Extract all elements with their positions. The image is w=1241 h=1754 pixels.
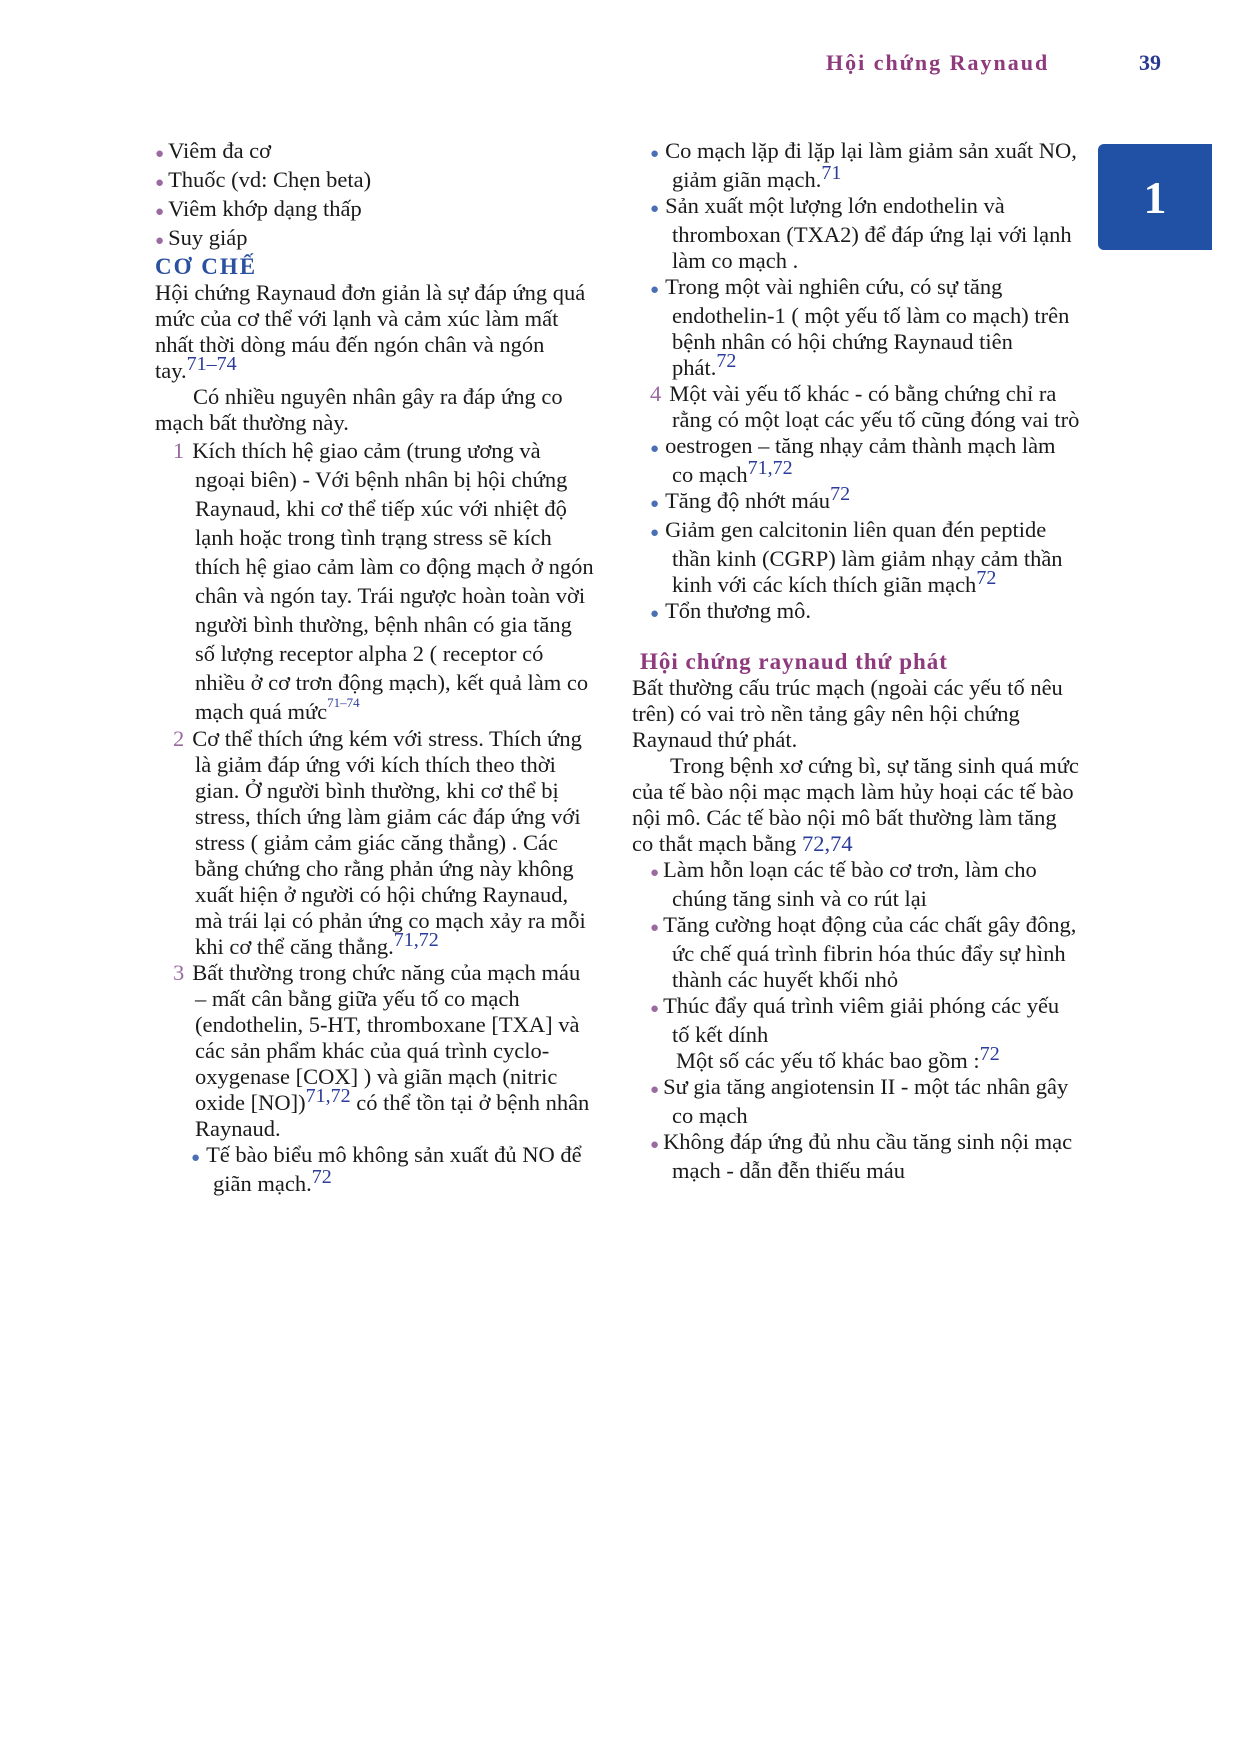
list-item: ● Viêm khớp dạng thấp — [155, 196, 362, 221]
paragraph: Trong bệnh xơ cứng bì, sự tăng sinh quá mức của tế bào nội mạc mạch làm hủy hoại các tế bào nội mô. Các tế bào nội mô bất thường làm tăng co thắt mạch bằng 72,74 — [632, 753, 1079, 856]
right-column — [632, 138, 1082, 1184]
sub-item: ● Giảm gen calcitonin liên quan đén peptide thần kinh (CGRP) làm giảm nhạy cảm thần kinh với các kích thích giãn mạch$^{72}$ — [650, 517, 1063, 597]
numbered-item: 3 Bất thường trong chức năng của mạch máu – mất cân bằng giữa yếu tố co mạch (endothelin, 5-HT, thromboxane [TXA] và các sản phẩm khác của quá trình cyclo-oxygenase [COX] ) và giãn mạch (nitric oxide [NO])$^{71,72}$ có thể tồn tại ở bệnh nhân Raynaud. — [173, 960, 590, 1141]
sub-item: ● Sư gia tăng angiotensin II - một tác nhân gây co mạch — [650, 1074, 1069, 1128]
bullet-icon: ● — [650, 865, 660, 881]
list-item: ● Viêm đa cơ — [155, 138, 272, 163]
citation: 71,72 — [747, 457, 793, 479]
chapter-number: 1 — [1143, 171, 1167, 223]
citation: 71–74 — [186, 353, 237, 375]
bullet-icon: ● — [650, 920, 660, 936]
sub-item: ● Tăng độ nhớt máu$^{72}$ — [650, 483, 851, 513]
numbered-item: 2 Cơ thể thích ứng kém với stress. Thích ứng là giảm đáp ứng với kích thích theo thời gian. Ở người bình thường, khi cơ thể bị stress, thích ứng làm giảm các đáp ứng với stress ( giảm cảm giác căng thẳng) . Các bằng chứng cho rằng phản ứng này không xuất hiện ở người có hội chứng Raynaud, mà trái lại có phản ứng co mạch xảy ra mỗi khi cơ thể căng thẳng.$^{71,72}$ — [173, 726, 586, 959]
bullet-icon: ● — [650, 282, 660, 298]
bullet-icon: ● — [650, 201, 660, 217]
citation: 71,72 — [305, 1085, 351, 1107]
bullet-icon: ● — [155, 204, 165, 220]
paragraph: Bất thường cấu trúc mạch (ngoài các yếu tố nêu trên) có vai trò nền tảng gây nên hội chứng Raynaud thứ phát. — [632, 675, 1063, 752]
running-header-title: Hội chứng Raynaud — [826, 50, 1050, 75]
sub-item: ● Co mạch lặp đi lặp lại làm giảm sản xuất NO, giảm giãn mạch.$^{71}$ — [650, 138, 1077, 192]
paragraph: Hội chứng Raynaud đơn giản là sự đáp ứng quá mức của cơ thể với lạnh và cảm xúc làm mất nhất thời dòng máu đến ngón chân và ngón tay.$^{71-74}$ — [155, 280, 586, 383]
sub-item: ● Tổn thương mô. — [650, 598, 812, 623]
sub-item: ● oestrogen – tăng nhạy cảm thành mạch làm co mạch$^{71,72}$ — [650, 433, 1056, 487]
bullet-icon: ● — [650, 1082, 660, 1098]
bullet-icon: ● — [650, 146, 660, 162]
bullet-icon: ● — [191, 1150, 201, 1166]
citation: 72 — [311, 1166, 332, 1188]
page-number: 39 — [1139, 50, 1161, 75]
left-column — [155, 138, 595, 1197]
paragraph: Một số các yếu tố khác bao gồm :$^{72}$ — [676, 1043, 1000, 1073]
citation: 72 — [979, 1043, 1000, 1065]
sub-item: ● Trong một vài nghiên cứu, có sự tăng endothelin-1 ( một yếu tố làm co mạch) trên bệnh nhân có hội chứng Raynaud tiên phát.$^{72}$ — [650, 274, 1070, 380]
list-item: ● Thuốc (vd: Chẹn beta) — [155, 167, 372, 192]
citation: 72,74 — [801, 831, 853, 856]
paragraph: Có nhiều nguyên nhân gây ra đáp ứng co mạch bất thường này. — [155, 384, 563, 435]
bullet-icon: ● — [650, 525, 660, 541]
list-item: ● Suy giáp — [155, 225, 248, 250]
sub-item: ● Không đáp ứng đủ nhu cầu tăng sinh nội mạc mạch - dẫn đễn thiếu máu — [650, 1129, 1073, 1183]
bullet-icon: ● — [650, 496, 660, 512]
sub-item: ● Tăng cường hoạt động của các chất gây đông, ức chế quá trình fibrin hóa thúc đẩy sự hình thành các huyết khối nhỏ — [650, 912, 1077, 992]
bullet-icon: ● — [650, 1001, 660, 1017]
citation: 72 — [716, 350, 737, 372]
sub-item: ● Tế bào biểu mô không sản xuất đủ NO để giãn mạch.$^{72}$ — [191, 1142, 582, 1196]
sub-item: ● Sản xuất một lượng lớn endothelin và thromboxan (TXA2) để đáp ứng lại với lạnh làm co mạch . — [650, 193, 1072, 273]
section-heading: Hội chứng raynaud thứ phát — [640, 649, 948, 674]
citation: 72 — [976, 567, 997, 589]
bullet-icon: ● — [650, 606, 660, 622]
numbered-item: 1 Kích thích hệ giao cảm (trung ương và ngoại biên) - Với bệnh nhân bị hội chứng Raynaud, khi cơ thể tiếp xúc với nhiệt độ lạnh hoặc trong tình trạng stress sẽ kích thích hệ giao cảm làm co động mạch ở ngón chân và ngón tay. Trái ngược hoàn toàn vời người bình thường, bệnh nhân có gia tăng số lượng receptor alpha 2 ( receptor có nhiều ở cơ trơn động mạch), kết quả làm co mạch quá mức$^{71-74}$ — [173, 438, 594, 724]
citation: 71 — [821, 162, 842, 184]
bullet-icon: ● — [155, 175, 165, 191]
bullet-icon: ● — [155, 146, 165, 162]
citation: 72 — [830, 483, 851, 505]
numbered-item: 4 Một vài yếu tố khác - có bằng chứng chỉ ra rằng có một loạt các yếu tố cũng đóng vai trò — [650, 381, 1080, 432]
bullet-icon: ● — [650, 1137, 660, 1153]
section-heading: CƠ CHẾ — [155, 254, 258, 279]
citation: 71,72 — [393, 929, 439, 951]
bullet-icon: ● — [155, 233, 165, 249]
bullet-icon: ● — [650, 441, 660, 457]
chapter-tab — [1098, 144, 1212, 250]
citation: 71–74 — [327, 695, 360, 710]
sub-item: ● Thúc đẩy quá trình viêm giải phóng các yếu tố kết dính — [650, 993, 1060, 1047]
sub-item: ● Làm hỗn loạn các tế bào cơ trơn, làm cho chúng tăng sinh và co rút lại — [650, 857, 1037, 911]
